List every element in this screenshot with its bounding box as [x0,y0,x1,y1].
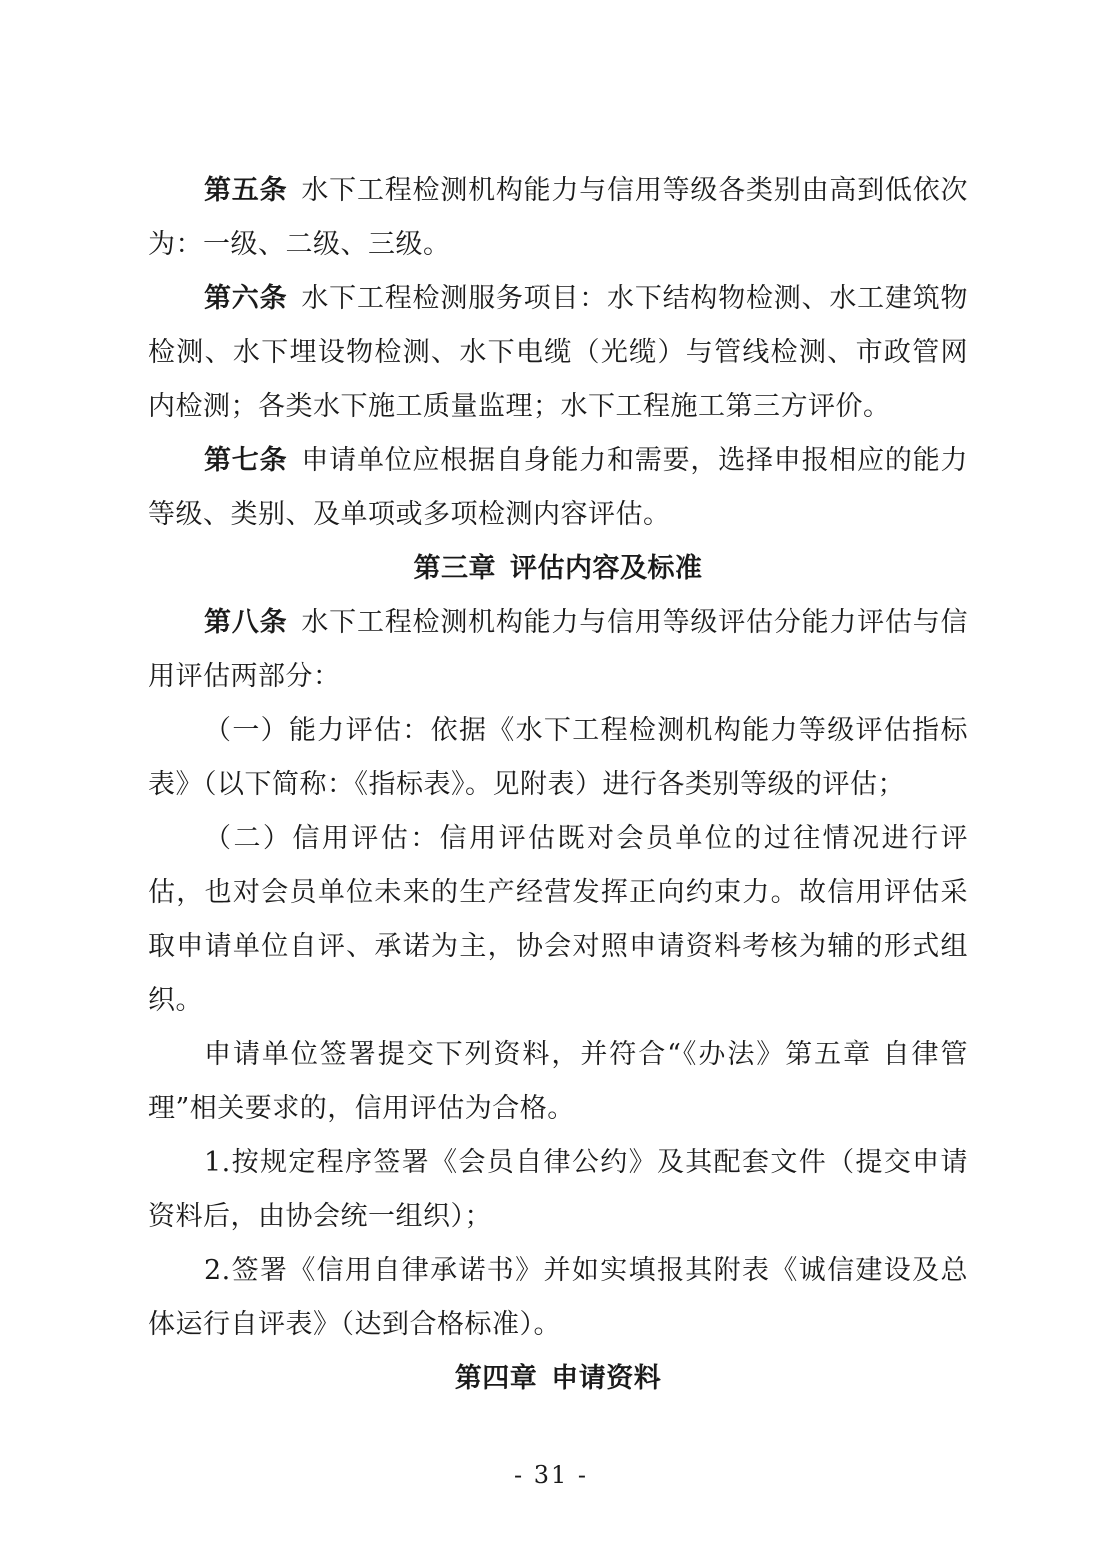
article-6-label: 第六条 [204,283,288,314]
chapter-4-heading [148,1352,968,1406]
article-7-text: 申请单位应根据自身能力和需要，选择申报相应的能力等级、类别、及单项或多项检测内容评估。 [148,445,969,530]
credit-assessment-item: （二）信用评估：信用评估既对会员单位的过往情况进行评估，也对会员单位未来的生产经营发挥正向约束力。故信用评估采取申请单位自评、承诺为主，协会对照申请资料考核为辅的形式组织。 [148,823,968,1016]
chapter-3-title: 评估内容及标准 [510,553,703,584]
document-body [148,164,968,1406]
article-6-text: 水下工程检测服务项目：水下结构物检测、水工建筑物检测、水下埋设物检测、水下电缆（光缆）与管线检测、市政管网内检测；各类水下施工质量监理；水下工程施工第三方评价。 [148,283,969,422]
chapter-4-title: 申请资料 [551,1363,662,1394]
article-8-label: 第八条 [204,607,288,638]
article-5-label: 第五条 [204,175,288,206]
article-7-label: 第七条 [204,445,288,476]
page-number: - 31 - [513,1461,588,1489]
chapter-4-number: 第四章 [454,1363,538,1394]
article-7 [148,434,968,542]
article-5 [148,164,968,272]
capability-assessment-item: （一）能力评估：依据《水下工程检测机构能力等级评估指标表》（以下简称：《指标表》。见附表）进行各类别等级的评估； [148,715,968,800]
article-5-text: 水下工程检测机构能力与信用等级各类别由高到低依次为：一级、二级、三级。 [148,175,969,260]
article-8 [148,596,968,704]
chapter-3-heading [148,542,968,596]
article-6 [148,272,968,434]
chapter-3-number: 第三章 [413,553,496,584]
credit-requirement: 申请单位签署提交下列资料，并符合“《办法》第五章 自律管理”相关要求的，信用评估为合格。 [148,1039,968,1124]
requirement-item-2: 2.签署《信用自律承诺书》并如实填报其附表《诚信建设及总体运行自评表》（达到合格标准）。 [148,1255,968,1340]
requirement-item-1: 1.按规定程序签署《会员自律公约》及其配套文件（提交申请资料后，由协会统一组织）； [148,1147,968,1232]
article-8-text: 水下工程检测机构能力与信用等级评估分能力评估与信用评估两部分： [148,607,969,692]
